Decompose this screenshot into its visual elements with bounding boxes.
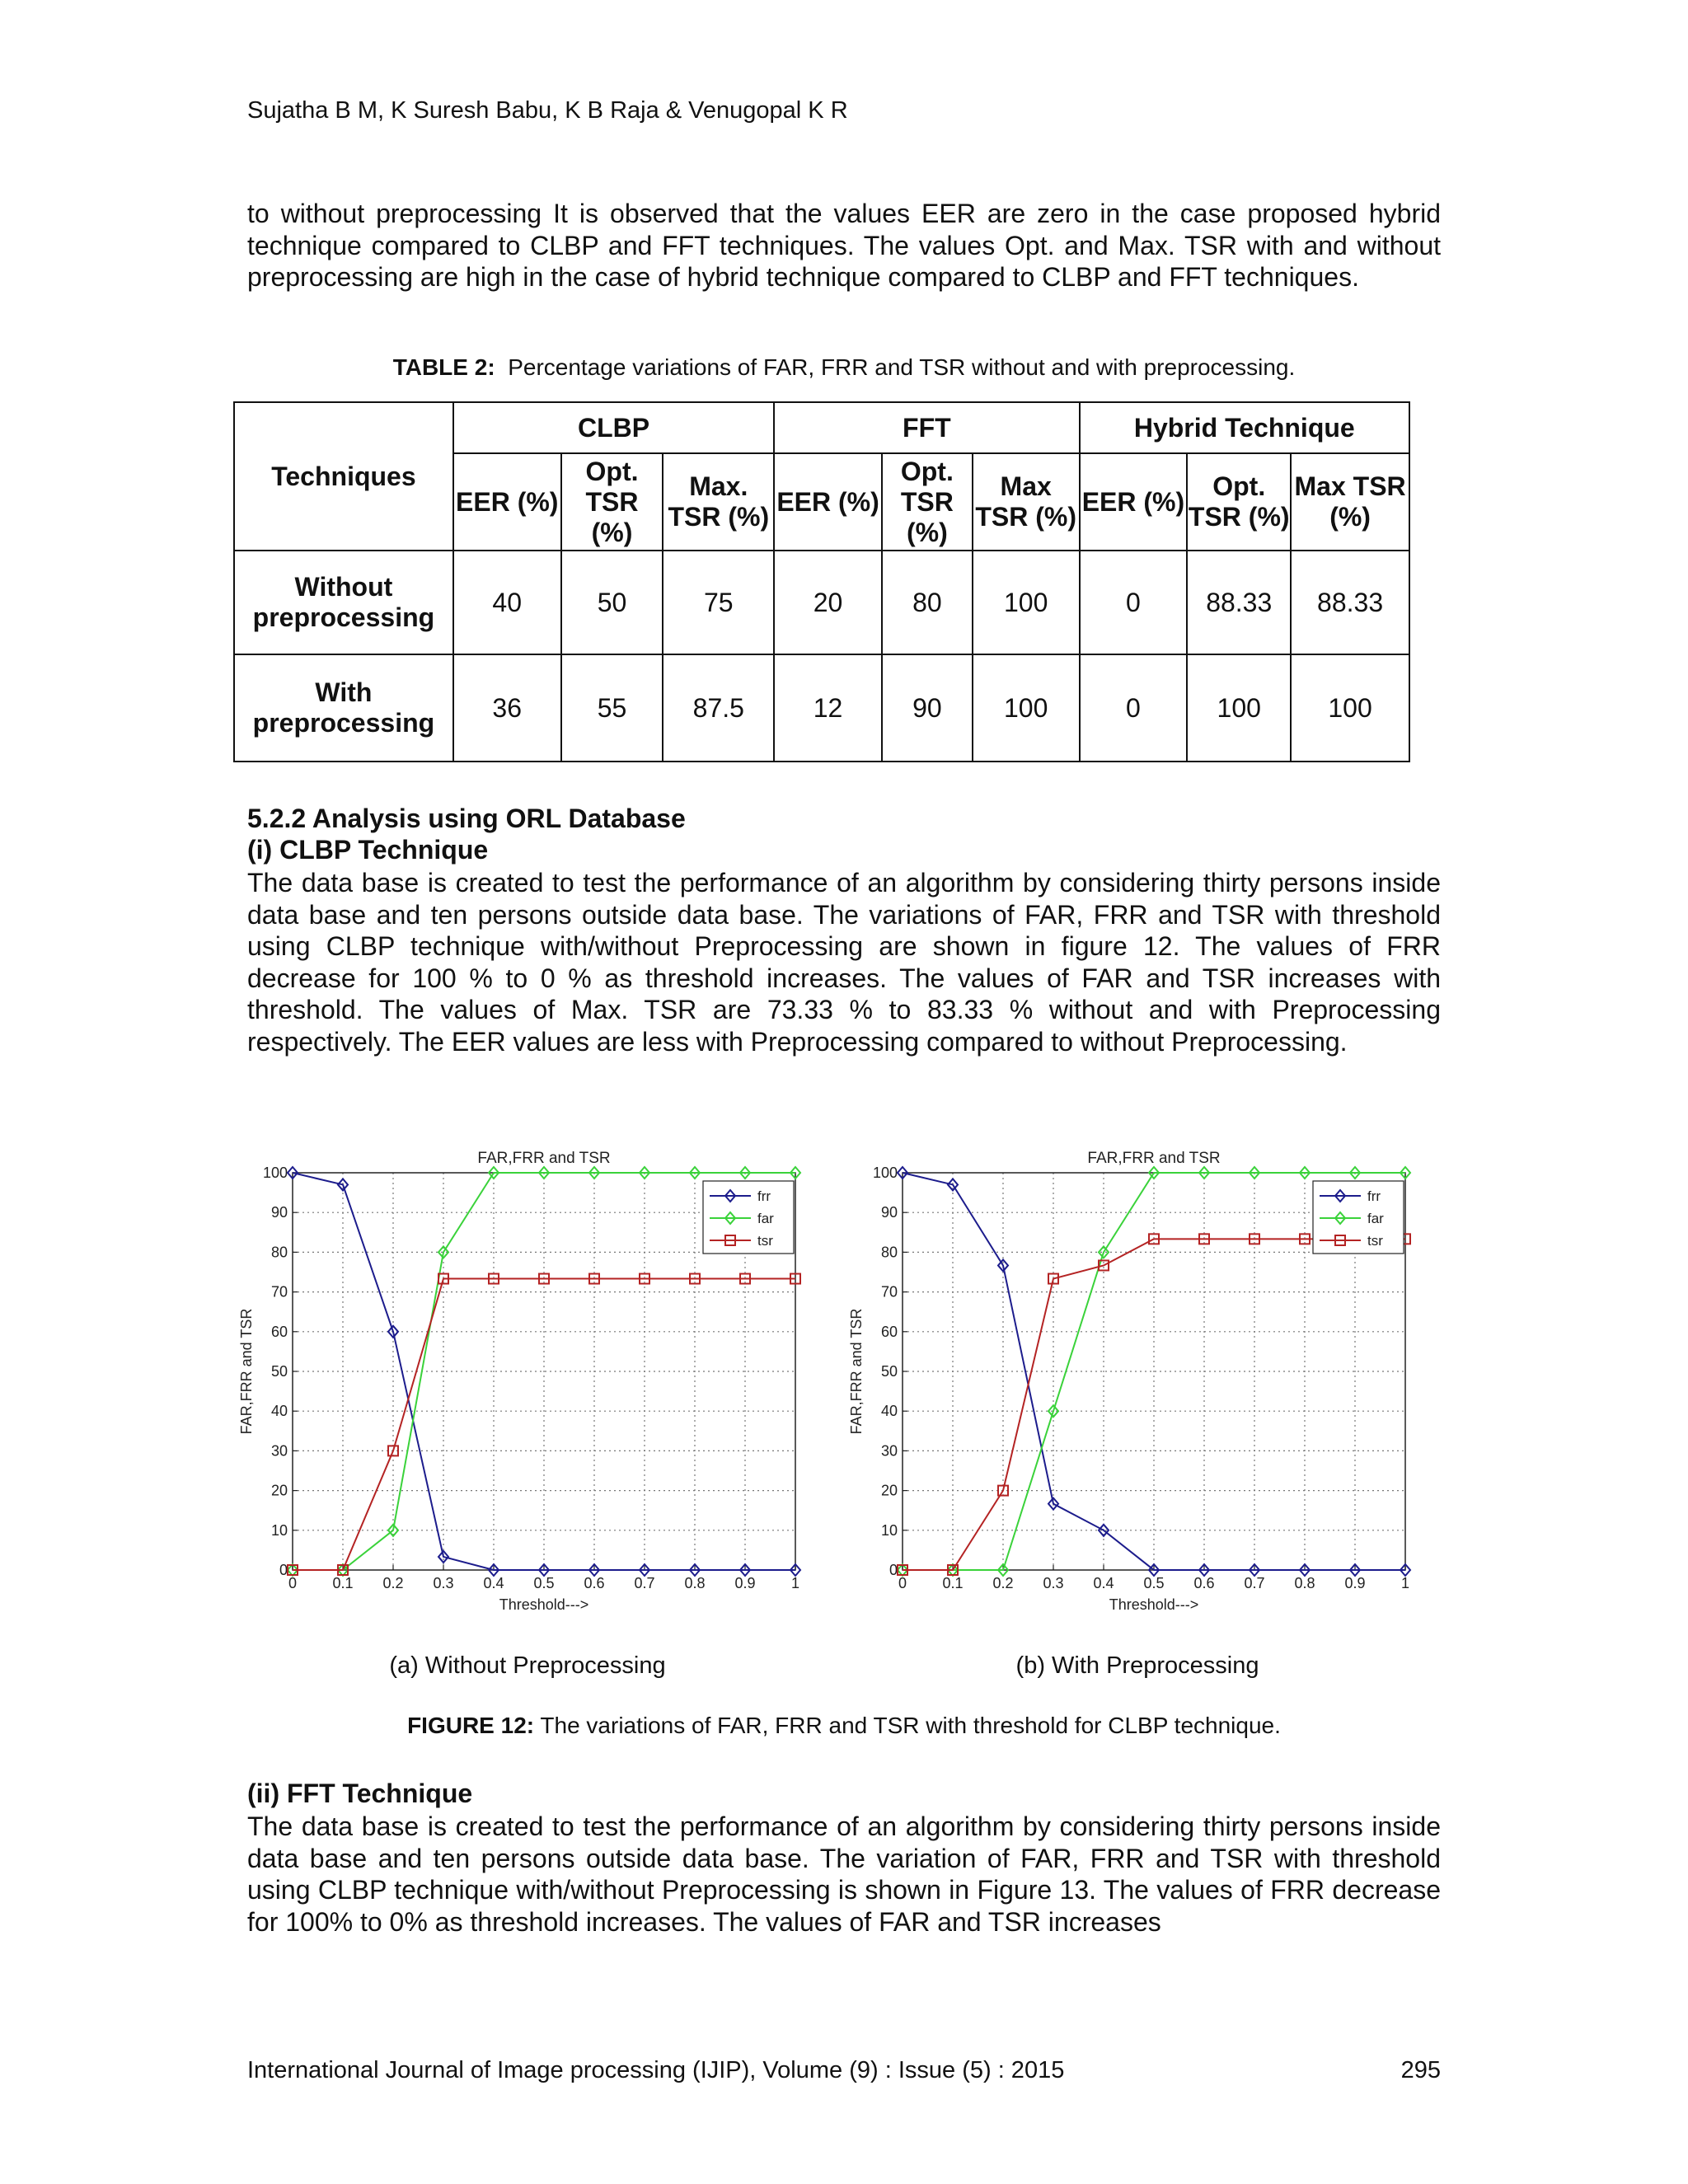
col-techniques-header: Techniques [234,402,453,551]
table-cell: 50 [561,551,663,654]
x-axis-label: Threshold---> [499,1596,589,1613]
subheader-cell: EER (%) [453,453,561,551]
y-tick-label: 20 [880,1482,898,1499]
x-tick-label: 0.2 [992,1575,1014,1591]
x-axis-label: Threshold---> [1109,1596,1199,1613]
x-tick-label: 0.7 [1244,1575,1265,1591]
y-tick-label: 30 [270,1442,288,1460]
y-tick-label: 90 [270,1204,288,1221]
chart-without-preprocessing [231,1137,824,1624]
figure-caption [247,1713,1441,1739]
x-tick-label: 0.4 [1093,1575,1114,1591]
y-axis-label: FAR,FRR and TSR [238,1308,255,1435]
x-tick-label: 1 [790,1575,800,1591]
x-tick-label: 0.9 [1344,1575,1366,1591]
table-cell: 87.5 [663,654,774,762]
subheader-cell: Max TSR (%) [1291,453,1409,551]
y-tick-label: 0 [889,1562,898,1578]
table-cell: 90 [882,654,973,762]
table-caption-text: Percentage variations of FAR, FRR and TSR without and with preprocessing. [508,354,1296,380]
table-cell: 80 [882,551,973,654]
chart-title: FAR,FRR and TSR [1087,1150,1221,1167]
group-header-clbp: CLBP [453,402,774,453]
table-cell: 0 [1080,551,1188,654]
table-row [234,654,1409,762]
section2-subheading: (ii) FFT Technique [247,1779,473,1808]
subheader-cell: Opt. TSR (%) [882,453,973,551]
y-tick-label: 100 [262,1165,288,1181]
y-tick-label: 30 [880,1442,898,1460]
subheader-cell: EER (%) [1080,453,1188,551]
group-header-hybrid: Hybrid Technique [1080,402,1409,453]
y-axis-label: FAR,FRR and TSR [848,1308,865,1435]
legend-label-far: far [757,1211,774,1226]
table-cell: 88.33 [1187,551,1291,654]
x-tick-label: 0.5 [1143,1575,1165,1591]
subheader-cell: Opt. TSR (%) [561,453,663,551]
subcaption-b: (b) With Preprocessing [1015,1652,1259,1679]
subheader-cell: Opt. TSR (%) [1187,453,1291,551]
section-heading: 5.2.2 Analysis using ORL Database [247,804,686,833]
y-tick-label: 10 [270,1521,288,1539]
footer-page-number: 295 [1400,2057,1441,2083]
chart-title: FAR,FRR and TSR [477,1150,611,1167]
table-cell: 0 [1080,654,1188,762]
x-tick-label: 0.1 [332,1575,354,1591]
x-tick-label: 0 [898,1575,907,1591]
y-tick-label: 80 [880,1244,898,1261]
x-tick-label: 0.8 [1294,1575,1315,1591]
y-tick-label: 100 [872,1165,898,1181]
x-tick-label: 0.1 [942,1575,964,1591]
table-caption [247,354,1441,381]
x-tick-label: 0.2 [382,1575,404,1591]
y-tick-label: 60 [880,1323,898,1340]
subheader-cell: Max TSR (%) [973,453,1080,551]
group-header-fft: FFT [774,402,1079,453]
table-cell: 100 [1291,654,1409,762]
x-tick-label: 0.3 [1043,1575,1064,1591]
x-tick-label: 0.5 [533,1575,555,1591]
row-label: Without preprocessing [234,551,453,654]
legend-label-tsr: tsr [757,1233,773,1249]
table-cell: 88.33 [1291,551,1409,654]
row-label: With preprocessing [234,654,453,762]
x-tick-label: 0 [288,1575,298,1591]
table-cell: 12 [774,654,882,762]
results-table [233,401,1410,762]
x-tick-label: 0.3 [433,1575,454,1591]
table-caption-label: TABLE 2: [392,354,495,380]
x-tick-label: 0.7 [634,1575,655,1591]
section-subheading: (i) CLBP Technique [247,835,489,865]
y-tick-label: 50 [880,1363,898,1380]
y-tick-label: 40 [270,1403,288,1420]
y-tick-label: 40 [880,1403,898,1420]
y-tick-label: 80 [270,1244,288,1261]
footer-journal: International Journal of Image processing (IJIP), Volume (9) : Issue (5) : 2015 [247,2057,1065,2083]
legend-label-tsr: tsr [1367,1233,1383,1249]
figure-caption-text: The variations of FAR, FRR and TSR with threshold for CLBP technique. [540,1713,1281,1738]
section2-paragraph: The data base is created to test the performance of an algorithm by considering thirty persons inside data base and ten persons outside data base. The variation of FAR, FRR and TSR with threshold using CLBP technique with/without Preprocessing is shown in Figure 13. The values of FRR decrease for 100% to 0% as threshold increases. The values of FAR and TSR increases [247,1811,1441,1937]
table-cell: 100 [973,551,1080,654]
y-tick-label: 0 [279,1562,288,1578]
subheader-cell: EER (%) [774,453,882,551]
x-tick-label: 1 [1400,1575,1410,1591]
y-tick-label: 60 [270,1323,288,1340]
section-paragraph: The data base is created to test the performance of an algorithm by considering thirty persons inside data base and ten persons outside data base. The variations of FAR, FRR and TSR with threshold using CLBP technique with/without Preprocessing are shown in figure 12. The values of FRR decrease for 100 % to 0 % as threshold increases. The values of FAR and TSR increases with threshold. The values of Max. TSR are 73.33 % to 83.33 % without and with Preprocessing respectively. The EER values are less with Preprocessing compared to without Preprocessing. [247,868,1441,1057]
x-tick-label: 0.9 [734,1575,756,1591]
x-tick-label: 0.6 [584,1575,605,1591]
table-cell: 20 [774,551,882,654]
x-tick-label: 0.8 [684,1575,706,1591]
y-tick-label: 70 [880,1283,898,1301]
table-cell: 55 [561,654,663,762]
running-header: Sujatha B M, K Suresh Babu, K B Raja & Venugopal K R [247,97,848,124]
y-tick-label: 10 [880,1521,898,1539]
x-tick-label: 0.4 [483,1575,504,1591]
y-tick-label: 20 [270,1482,288,1499]
legend-label-frr: frr [1367,1188,1381,1204]
table-cell: 100 [1187,654,1291,762]
y-tick-label: 50 [270,1363,288,1380]
figure-caption-label: FIGURE 12: [407,1713,535,1738]
subheader-cell: Max. TSR (%) [663,453,774,551]
legend-label-frr: frr [757,1188,771,1204]
legend-label-far: far [1367,1211,1384,1226]
x-tick-label: 0.6 [1193,1575,1215,1591]
subcaption-a: (a) Without Preprocessing [389,1652,666,1679]
table-cell: 100 [973,654,1080,762]
table-row [234,551,1409,654]
table-cell: 75 [663,551,774,654]
y-tick-label: 70 [270,1283,288,1301]
table-cell: 40 [453,551,561,654]
chart-with-preprocessing [841,1137,1434,1624]
intro-paragraph: to without preprocessing It is observed that the values EER are zero in the case proposed hybrid technique compared to CLBP and FFT techniques. The values Opt. and Max. TSR with and without preprocessing are high in the case of hybrid technique compared to CLBP and FFT techniques. [247,199,1441,292]
table-cell: 36 [453,654,561,762]
y-tick-label: 90 [880,1204,898,1221]
